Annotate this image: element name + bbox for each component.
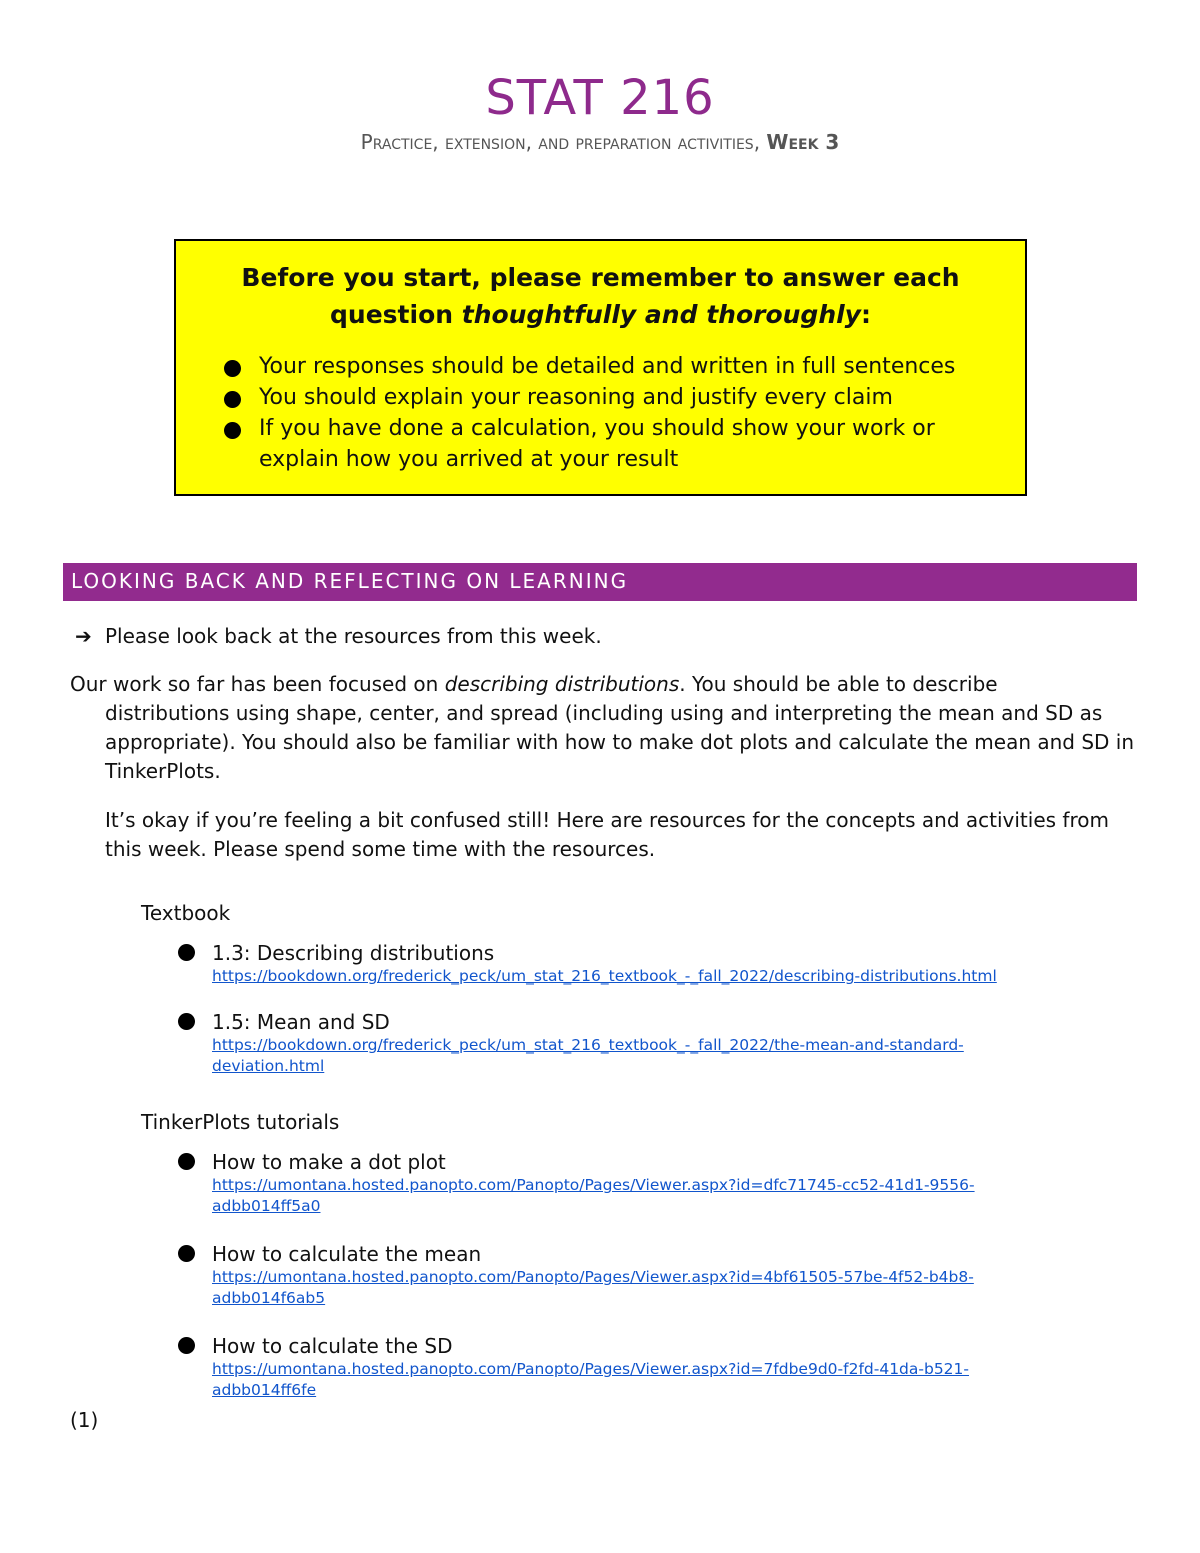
- resource-link[interactable]: [212, 1359, 1092, 1401]
- bullet-icon: [224, 422, 241, 439]
- resource-link-line[interactable]: adbb014ff6fe: [212, 1381, 317, 1399]
- resource-link[interactable]: [212, 1175, 1092, 1217]
- bullet-icon: [178, 1153, 195, 1170]
- resource-link[interactable]: [212, 966, 1092, 987]
- intro-text-tail: . You should be able to describe: [679, 672, 998, 696]
- resource-label: How to make a dot plot: [212, 1150, 446, 1174]
- document-title: STAT 216: [485, 70, 715, 126]
- subtitle-week: Week 3: [766, 130, 840, 154]
- callout-list: [224, 351, 1014, 475]
- resource-link[interactable]: [212, 1267, 1092, 1309]
- instruction-text: Please look back at the resources from this week.: [105, 624, 602, 648]
- bullet-icon: [178, 944, 195, 961]
- resources-paragraph: It’s okay if you’re feeling a bit confused still! Here are resources for the concepts and activities from this week. Please spend some time with the resources.: [105, 808, 1109, 861]
- callout-heading: [176, 259, 1025, 333]
- callout-item-text: You should explain your reasoning and justify every claim: [259, 385, 893, 410]
- callout-heading-text: Before you start, please remember to answer each question: [241, 263, 960, 329]
- resource-link-line[interactable]: https://bookdown.org/frederick_peck/um_stat_216_textbook_-_fall_2022/the-mean-and-standard-: [212, 1036, 964, 1054]
- bullet-icon: [178, 1245, 195, 1262]
- bullet-icon: [178, 1013, 195, 1030]
- resource-link[interactable]: [212, 1035, 1092, 1077]
- arrow-right-icon: ➔: [75, 624, 92, 648]
- resource-label: 1.5: Mean and SD: [212, 1010, 390, 1034]
- intro-text-emphasis: describing distributions: [444, 672, 680, 696]
- resource-label: 1.3: Describing distributions: [212, 941, 495, 965]
- callout-item: [224, 351, 1014, 382]
- bullet-icon: [224, 360, 241, 377]
- section-heading-bar: [63, 563, 1137, 601]
- reminder-callout: [174, 239, 1027, 496]
- document-subtitle: [0, 130, 1200, 154]
- resource-link-line[interactable]: https://umontana.hosted.panopto.com/Panopto/Pages/Viewer.aspx?id=4bf61505-57be-4f52-b4b8-: [212, 1268, 974, 1286]
- resource-label: How to calculate the mean: [212, 1242, 482, 1266]
- textbook-group-title: Textbook: [141, 901, 231, 925]
- question-number: (1): [70, 1408, 99, 1432]
- resource-link-line[interactable]: https://bookdown.org/frederick_peck/um_stat_216_textbook_-_fall_2022/describing-distributions.html: [212, 967, 997, 985]
- section-heading: LOOKING BACK AND REFLECTING ON LEARNING: [71, 569, 629, 593]
- instruction-line: [75, 622, 602, 651]
- intro-paragraph: [70, 670, 1140, 786]
- callout-heading-emphasis: thoughtfully and thoroughly: [461, 300, 861, 329]
- callout-item-text: Your responses should be detailed and written in full sentences: [259, 354, 956, 379]
- resource-link-line[interactable]: https://umontana.hosted.panopto.com/Panopto/Pages/Viewer.aspx?id=dfc71745-cc52-41d1-9556-: [212, 1176, 975, 1194]
- callout-heading-colon: :: [860, 300, 871, 329]
- bullet-icon: [178, 1337, 195, 1354]
- tinkerplots-group-title: TinkerPlots tutorials: [141, 1110, 340, 1134]
- callout-item: [224, 382, 1014, 413]
- callout-item: [224, 413, 1014, 475]
- resource-link-line[interactable]: https://umontana.hosted.panopto.com/Panopto/Pages/Viewer.aspx?id=7fdbe9d0-f2fd-41da-b521-: [212, 1360, 970, 1378]
- resource-link-line[interactable]: adbb014ff5a0: [212, 1197, 321, 1215]
- intro-paragraph-first-line: [70, 670, 1140, 699]
- intro-text-start: Our work so far has been focused on: [70, 672, 445, 696]
- intro-paragraph-rest: distributions using shape, center, and spread (including using and interpreting the mean and SD as appropriate). You should also be familiar with how to make dot plots and calculate the mean and SD in TinkerPlots.: [105, 701, 1135, 783]
- bullet-icon: [224, 391, 241, 408]
- subtitle-lead: Practice, extension, and preparation activities,: [360, 130, 767, 154]
- callout-item-text: If you have done a calculation, you should show your work or explain how you arrived at your result: [259, 416, 935, 472]
- resource-link-line[interactable]: deviation.html: [212, 1057, 325, 1075]
- resource-label: How to calculate the SD: [212, 1334, 453, 1358]
- resource-link-line[interactable]: adbb014f6ab5: [212, 1289, 326, 1307]
